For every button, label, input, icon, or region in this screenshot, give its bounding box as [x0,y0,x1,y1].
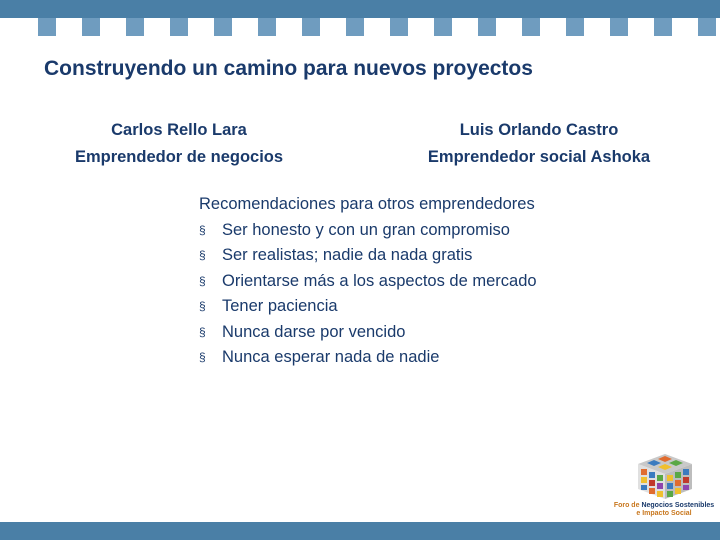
logo-text-prefix: Foro de [613,502,640,509]
bullet-icon: § [199,324,206,339]
list-item [199,320,537,346]
recommendations-block [199,192,537,371]
person-role: Emprendedor de negocios [74,148,284,166]
bullet-icon: § [199,350,206,364]
cube-logo-icon [636,452,694,500]
list-item-text: Ser honesto y con un gran compromiso [222,220,510,239]
person-name: Carlos Rello Lara [111,121,247,139]
list-item [199,345,537,371]
person-name: Luis Orlando Castro [459,121,619,139]
top-decorative-squares [0,18,720,36]
recommendations-heading: Recomendaciones para otros emprendedores [199,195,535,213]
person-role: Emprendedor social Ashoka [427,148,651,166]
person-card-right [414,117,664,171]
bullet-icon: § [199,273,206,288]
bullet-icon: § [199,248,206,262]
recommendations-list [199,218,537,371]
forum-logo [608,452,720,522]
list-item [199,294,537,320]
top-bar [0,0,720,18]
logo-text [608,502,720,518]
list-item [199,243,537,269]
list-item-text: Nunca darse por vencido [222,322,406,341]
bottom-bar [0,522,720,540]
list-item-text: Tener paciencia [222,297,338,315]
person-card-left [54,117,304,171]
bullet-icon: § [199,222,206,237]
list-item [199,218,537,244]
list-item-text: Orientarse más a los aspectos de mercado [222,271,537,290]
list-item-text: Nunca esperar nada de nadie [222,348,440,366]
logo-text-line2: e Impacto Social [636,510,692,517]
slide-title: Construyendo un camino para nuevos proyectos [44,57,533,80]
list-item-text: Ser realistas; nadie da nada gratis [222,246,473,264]
bullet-icon: § [199,299,206,313]
list-item [199,269,537,295]
logo-text-highlight: Negocios Sostenibles [641,502,715,509]
